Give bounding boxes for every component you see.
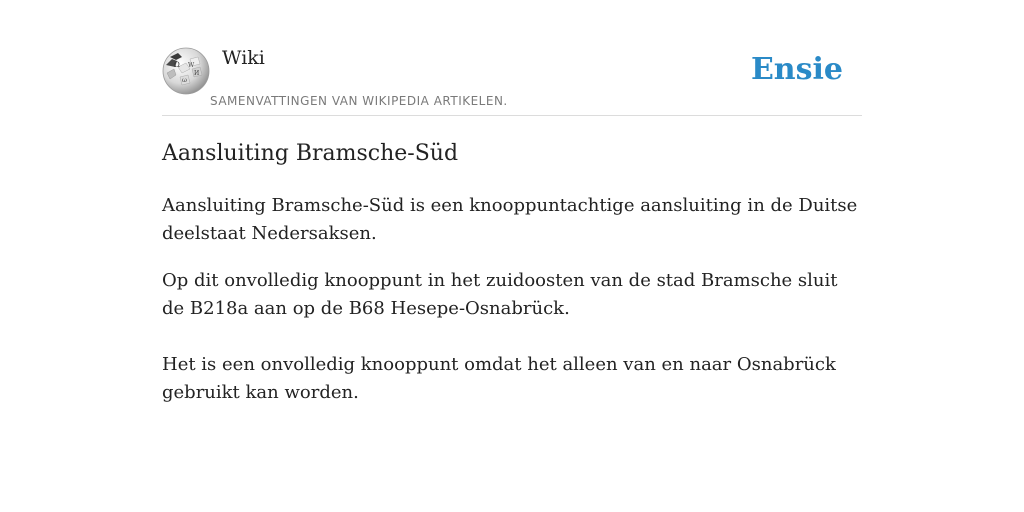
svg-text:ω: ω (182, 77, 187, 84)
svg-text:W: W (188, 62, 195, 69)
paragraph-spacer (162, 323, 862, 351)
site-header (162, 0, 862, 116)
article-paragraph: Aansluiting Bramsche-Süd is een knooppuntachtige aansluiting in de Duitse deelstaat Nedersaksen. (162, 195, 858, 244)
page-title: Aansluiting Bramsche-Süd (162, 141, 459, 166)
article-body (162, 192, 862, 426)
site-name-link[interactable]: Wiki (222, 47, 265, 69)
article-paragraph: Op dit onvolledig knooppunt in het zuidoosten van de stad Bramsche sluit de B218a aan op de B68 Hesepe-Osnabrück. (162, 270, 838, 319)
ensie-brand-link[interactable]: Ensie (750, 52, 843, 87)
article-paragraph: Het is een onvolledig knooppunt omdat het alleen van en naar Osnabrück gebruikt kan worden. (162, 354, 836, 403)
wikipedia-globe-icon[interactable] (162, 47, 210, 95)
svg-text:Ω: Ω (174, 61, 180, 69)
content-column (162, 0, 862, 403)
site-tagline: SAMENVATTINGEN VAN WIKIPEDIA ARTIKELEN. (210, 94, 508, 108)
svg-text:И: И (194, 70, 200, 77)
